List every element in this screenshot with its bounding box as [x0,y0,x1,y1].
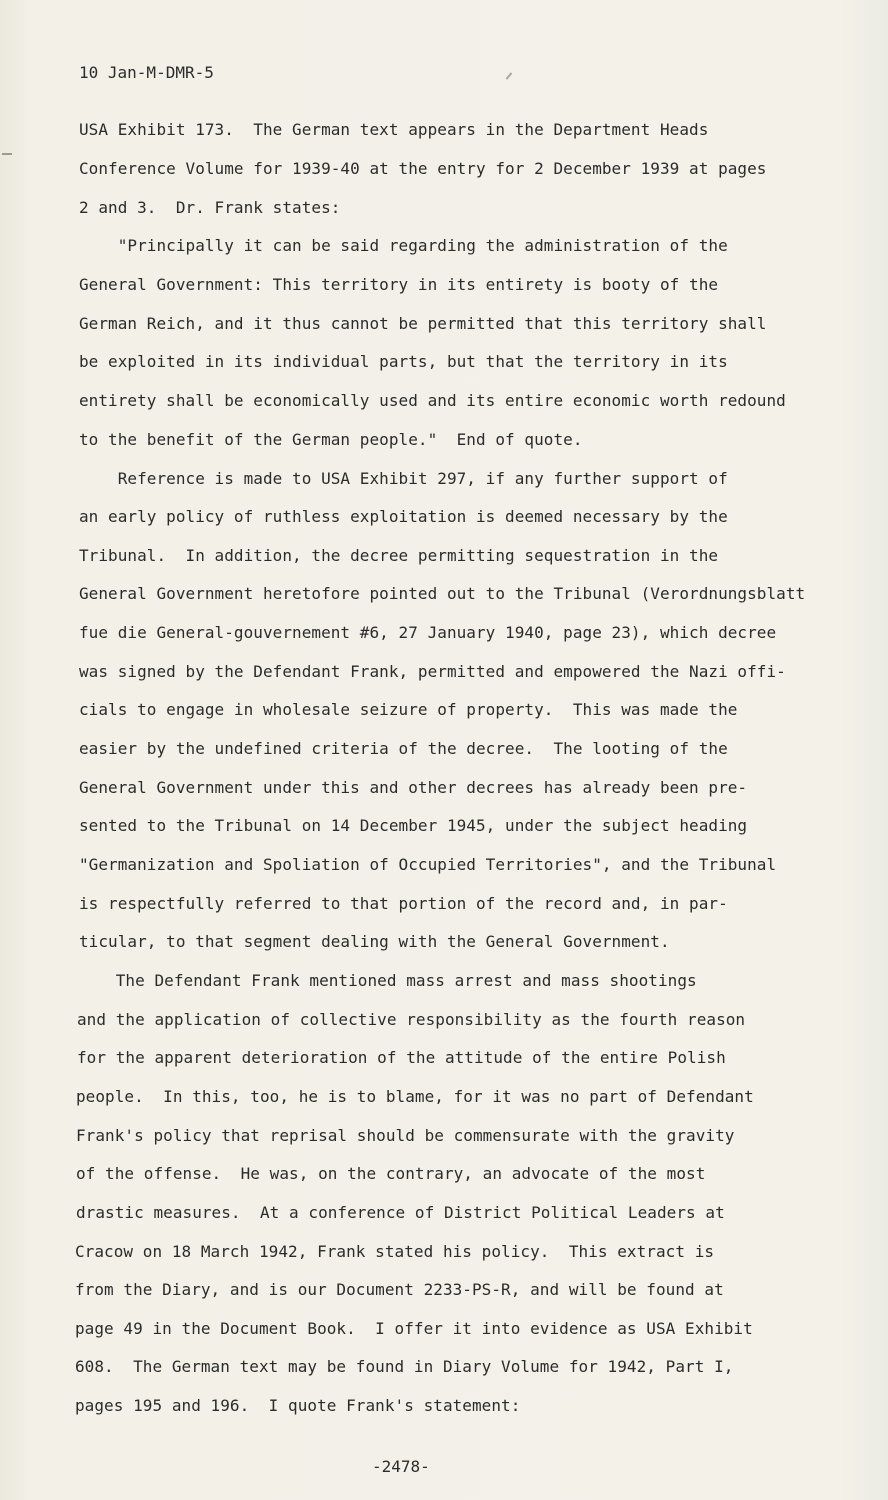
body-line: "Germanization and Spoliation of Occupied Territories", and the Tribunal [79,855,777,874]
body-line: of the offense. He was, on the contrary, an advocate of the most [76,1164,706,1183]
body-line: Reference is made to USA Exhibit 297, if any further support of [79,469,728,488]
body-line: "Principally it can be said regarding the administration of the [79,236,728,255]
page-number: -2478- [372,1457,430,1476]
body-line: General Government: This territory in its entirety is booty of the [79,275,719,294]
body-line: Frank's policy that reprisal should be commensurate with the gravity [76,1126,735,1145]
body-line: cials to engage in wholesale seizure of property. This was made the [79,700,738,719]
body-line: drastic measures. At a conference of District Political Leaders at [76,1203,725,1222]
body-line: USA Exhibit 173. The German text appears in the Department Heads [79,120,709,139]
body-line: ticular, to that segment dealing with the General Government. [79,932,670,951]
body-line: was signed by the Defendant Frank, permitted and empowered the Nazi offi- [79,662,786,681]
body-line: people. In this, too, he is to blame, for it was no part of Defendant [76,1087,754,1106]
body-line: and the application of collective responsibility as the fourth reason [77,1010,746,1029]
body-line: Conference Volume for 1939-40 at the entry for 2 December 1939 at pages [79,159,767,178]
body-line: fue die General-gouvernement #6, 27 January 1940, page 23), which decree [79,623,777,642]
body-line: page 49 in the Document Book. I offer it into evidence as USA Exhibit [75,1319,753,1338]
body-line: General Government heretofore pointed out to the Tribunal (Verordnungsblatt [79,584,806,603]
body-line: General Government under this and other decrees has already been pre- [79,778,748,797]
body-line: easier by the undefined criteria of the decree. The looting of the [79,739,728,758]
body-line: is respectfully referred to that portion of the record and, in par- [79,894,728,913]
body-line: 608. The German text may be found in Diary Volume for 1942, Part I, [75,1357,734,1376]
body-line: Cracow on 18 March 1942, Frank stated his policy. This extract is [75,1242,715,1261]
body-line: from the Diary, and is our Document 2233-PS-R, and will be found at [75,1280,724,1299]
body-line: pages 195 and 196. I quote Frank's statement: [75,1396,521,1415]
stray-pen-mark [506,72,513,79]
body-line: 2 and 3. Dr. Frank states: [79,198,341,217]
body-line: sented to the Tribunal on 14 December 1945, under the subject heading [79,816,748,835]
body-line: be exploited in its individual parts, but that the territory in its [79,352,728,371]
body-line: entirety shall be economically used and its entire economic worth redound [79,391,786,410]
margin-mark [2,153,12,155]
document-id: 10 Jan-M-DMR-5 [79,63,214,82]
body-line: German Reich, and it thus cannot be permitted that this territory shall [79,314,767,333]
body-line: Tribunal. In addition, the decree permitting sequestration in the [79,546,719,565]
body-line: an early policy of ruthless exploitation is deemed necessary by the [79,507,728,526]
body-line: to the benefit of the German people." End of quote. [79,430,583,449]
body-line: The Defendant Frank mentioned mass arrest and mass shootings [77,971,697,990]
body-line: for the apparent deterioration of the attitude of the entire Polish [77,1048,726,1067]
